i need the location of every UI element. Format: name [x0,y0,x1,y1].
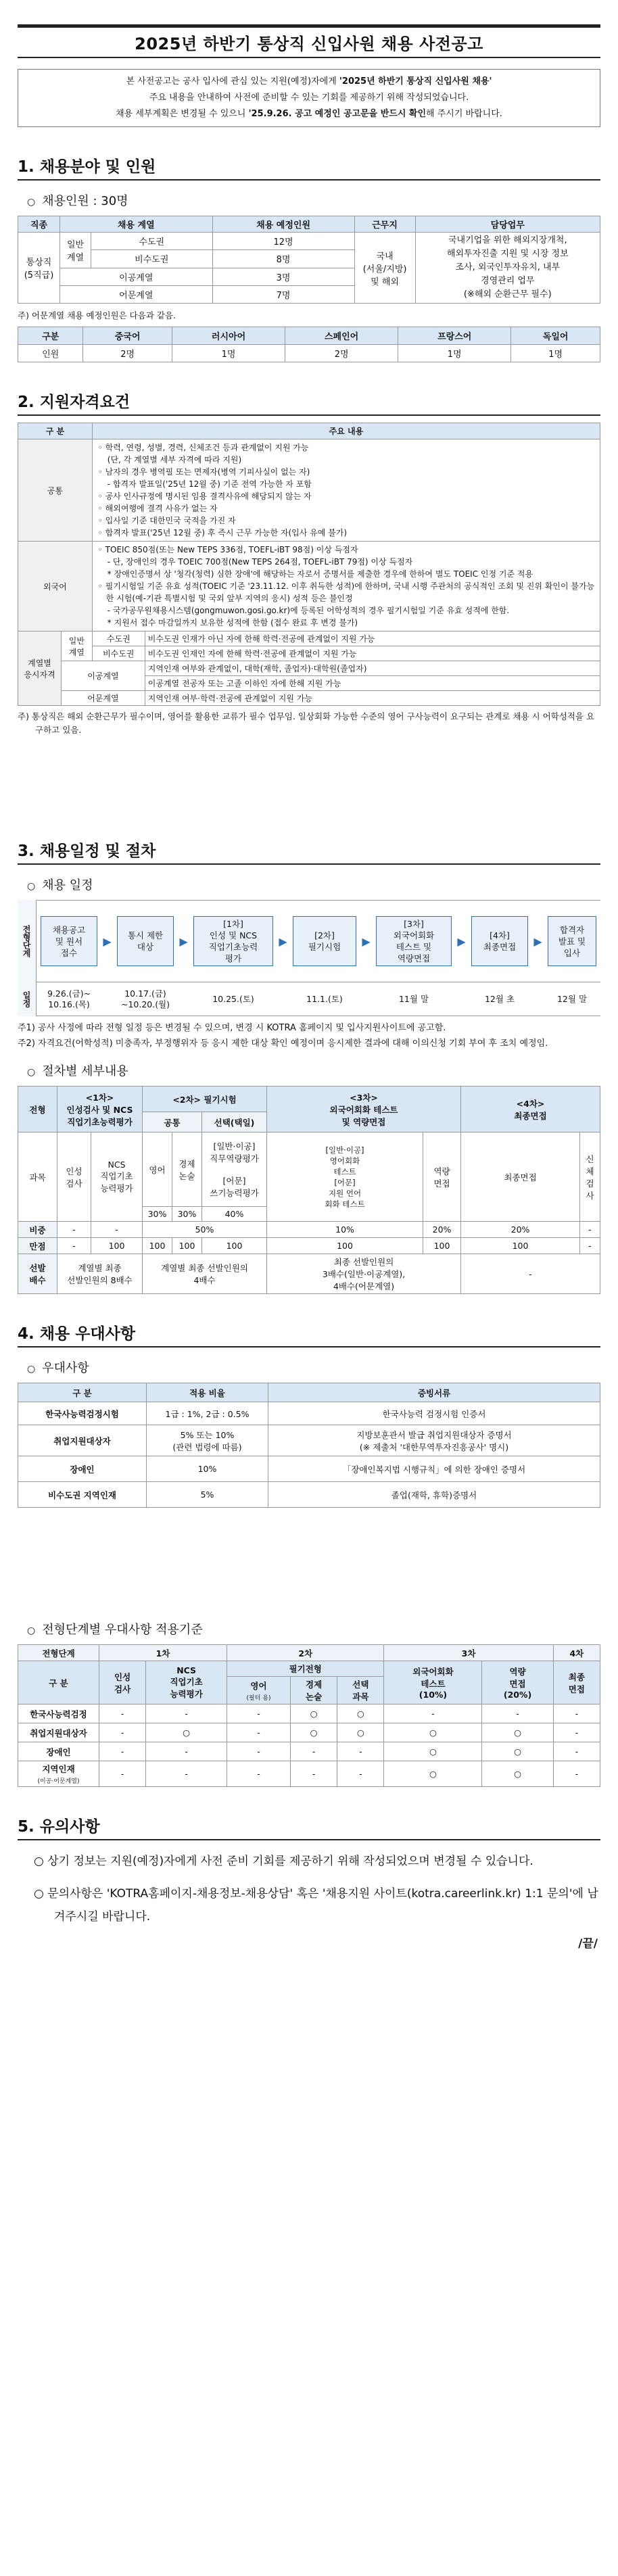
row-kind [18,1723,99,1742]
cell-track-desc: 이공계열 전공자 또는 고졸 이하인 자에 한해 지원 가능 [145,676,600,691]
cell-count: 12명 [212,233,354,250]
th-comp: 역량 면접 (20%) [482,1661,553,1704]
notice-paragraph-1: ○ 상기 정보는 지원(예정)자에게 사전 준비 기회를 제공하기 위해 작성되었으며 변경될 수 있습니다. [34,1855,533,1868]
cell-track-desc: 지역인재 여부·학력·전공에 관계없이 지원 가능 [145,691,600,706]
lang-list [92,542,600,631]
intro-box [18,69,600,127]
cell-sel4: - [461,1254,600,1294]
row-kind-subtext: (이공·어문계열) [37,1778,80,1785]
row-value: - [227,1761,291,1787]
qualification-line: ◦ 공사 인사규정에 명시된 임용 결격사유에 해당되지 않는 자 [97,492,312,501]
arrow-right-icon: ▶ [457,934,466,948]
flow-date: 12월 초 [484,993,515,1004]
row-value: - [146,1761,227,1787]
section4-sub2-text: 전형단계별 우대사항 적용기준 [42,1623,203,1637]
intro-line1-hl: '2025년 하반기 통상직 신입사원 채용' [339,76,492,87]
cell-pref-kind: 한국사능력검정시험 [18,1402,147,1425]
flow-step: [3차] 외국어회화 테스트 및 역량면접 [376,916,452,966]
th-stage4: <4차> 최종면접 [461,1087,600,1132]
th-written: 필기전형 [227,1661,384,1677]
qualification-line: ◦ TOEIC 850점(또는 New TEPS 336점, TOEFL-iBT 98점) 이상 득점자 [97,545,358,554]
section1-sub-text: 채용인원 : 30명 [42,194,128,208]
th-stage3: <3차> 외국어회화 테스트 및 역량면접 [267,1087,461,1132]
cell-score-label: 만점 [18,1238,57,1254]
row-value: - [146,1742,227,1761]
th-select: 선택 과목 [337,1677,384,1704]
th-kind: 구 분 [18,1661,99,1704]
section4-sub2 [27,1620,600,1638]
cell-jobtype: 통상직 (5직급) [18,233,60,304]
row-value: - [290,1742,337,1761]
cell-lang-label: 외국어 [18,542,93,631]
section1-heading: 1. 채용분야 및 인원 [18,154,600,181]
section1-sub [27,191,600,209]
cell-subject: 과목 [18,1132,57,1222]
row-value: ○ [337,1723,384,1742]
row-value: - [99,1742,146,1761]
cell-competency: 역량 면접 [423,1132,461,1222]
cell-score: 100 [461,1238,580,1254]
common-list [92,439,600,542]
th-lang: 독일어 [511,327,600,345]
flow-date: 12월 말 [556,993,588,1004]
table-row [18,1761,600,1787]
cell-pct: 40% [202,1207,267,1222]
cell-track-name: 수도권 [92,631,145,646]
cell-track-desc: 비수도권 인재인 자에 한해 학력·전공에 관계없이 지원 가능 [145,646,600,661]
qualification-line: * 장애인증명서 상 '청각(청력) 심한 장애'에 해당하는 자로서 증명서를 제출한 경우에 한하여 별도 TOEIC 인정 기준 적용 [107,569,533,579]
row-value: ○ [290,1704,337,1723]
qualification-line: * 지원서 접수 마감일까지 보유한 성적에 한함 (접수 완료 후 변경 불가) [107,618,358,627]
th-stage3: 3차 [384,1645,553,1661]
cell-weight: 10% [267,1222,423,1238]
th-count: 채용 예정인원 [212,216,354,233]
flow-date: 10.25.(토) [212,993,254,1004]
row-value: - [337,1761,384,1787]
cell-lang: 1명 [511,345,600,362]
th-stage2: 2차 [227,1645,384,1661]
schedule-flow [18,900,600,982]
arrow-right-icon: ▶ [103,934,112,948]
row-value: ○ [384,1723,482,1742]
cell-common-label: 공통 [18,439,93,542]
row-value: - [99,1704,146,1723]
cell-weight-label: 비중 [18,1222,57,1238]
cell-track-desc: 비수도권 인재가 아닌 자에 한해 학력·전공에 관계없이 지원 가능 [145,631,600,646]
section4-sub1-text: 우대사항 [42,1361,89,1375]
cell-score: 100 [143,1238,172,1254]
row-kind [18,1742,99,1761]
qualification-line: ◦ 합격자 발표('25년 12월 중) 후 즉시 근무 가능한 자(입사 유예 불가) [97,528,348,538]
section4-sub1 [27,1358,600,1376]
flow-date: 9.26.(금)~ 10.16.(목) [47,988,91,1009]
circle-bullet-icon: ○ [27,1364,36,1375]
cell-track-name: 어문계열 [62,691,145,706]
cell-oral: [일반·이공] 영어회화 테스트 [어문] 지원 언어 회화 테스트 [267,1132,423,1222]
preference-table [18,1383,600,1508]
row-value: - [553,1704,600,1723]
th-eng-text: 영어 [250,1680,267,1691]
section2-note: 주) 통상직은 해외 순환근무가 필수이며, 영어를 활용한 교류가 필수 업무임. 일상회화 가능한 수준의 영어 구사능력이 요구되는 관계로 채용 시 어학성적을 요구하고 있음. [18,711,595,735]
flow-step: [4차] 최종면접 [471,916,528,966]
cell-pref-doc: 한국사능력 검정시험 인증서 [268,1402,600,1425]
row-kind-text: 한국사능력검정 [30,1709,87,1719]
row-value: - [553,1723,600,1742]
cell-pref-kind: 장애인 [18,1456,147,1482]
cell-pct: 30% [143,1207,172,1222]
th-econ: 경제 논술 [290,1677,337,1704]
cell-count: 3명 [212,268,354,285]
th-stage4: 4차 [553,1645,600,1661]
row-value: - [384,1704,482,1723]
section5-heading: 5. 유의사항 [18,1814,600,1840]
cell-score: 100 [423,1238,461,1254]
cell-general: 일반 계열 [60,233,91,268]
cell-location: 국내 (서울/지방) 및 해외 [354,233,415,304]
cell-lang: 1명 [398,345,511,362]
row-value: - [227,1704,291,1723]
qualification-line: - 국가공무원채용시스템(gongmuwon.gosi.go.kr)에 등록된 어학성적의 경우 필기시험일 기준 유효 성적에 한함. [107,606,510,615]
dates-label: 일정 [18,982,37,1016]
flow-step: 통시 제한 대상 [117,916,174,966]
th-track: 채용 계열 [60,216,213,233]
section3-heading: 3. 채용일정 및 절차 [18,838,600,865]
cell-pref-doc: 지방보훈관서 발급 취업지원대상자 증명서 (※ 제출처 '대한무역투자진흥공사' 명시) [268,1425,600,1456]
qualification-line: ◦ 필기시험일 기준 유효 성적(TOEIC 기준 '23.11.12. 이후 취득한 성적)에 한하며, 국내 시행 주관처의 공식적인 조회 및 진위 확인이 불가능한 시험(예-기관 특별시험 및 국외 앞부 지역의 응시) 성적 등은 불인정 [97,581,595,603]
row-kind-text: 장애인 [46,1746,71,1757]
cell-track-general: 일반 계열 [62,631,93,661]
section3-sub1 [27,876,600,893]
schedule-dates [18,982,600,1016]
cell-track-label: 계열별 응시자격 [18,631,62,706]
cell-field: 비수도권 [91,250,213,268]
qualification-line: - 합격자 발표일('25년 12월 중) 기준 전역 가능한 자 포함 [107,479,312,489]
th-common: 공통 [143,1112,202,1132]
th-jobtype: 직종 [18,216,60,233]
cell-select-label: 선발 배수 [18,1254,57,1294]
th-content: 주요 내용 [92,423,600,439]
th-ncs: NCS 직업기초 능력평가 [146,1661,227,1704]
cell-pref-rate: 1급 : 1%, 2급 : 0.5% [147,1402,268,1425]
cell-english: 영어 [143,1132,172,1207]
cell-weight: - [57,1222,91,1238]
cell-weight: 50% [143,1222,267,1238]
section3-sub1-text: 채용 일정 [42,878,93,892]
cell-weight: 20% [423,1222,461,1238]
flow-date: 11.1.(토) [306,993,343,1004]
cell-lang: 1명 [172,345,285,362]
cell-sel2: 계열별 최종 선발인원의 4배수 [143,1254,267,1294]
th-location: 근무지 [354,216,415,233]
th-stage-kind: 전형단계 [18,1645,99,1661]
cell-sel3: 최종 선발인원의 3배수(일반·이공계열), 4배수(어문계열) [267,1254,461,1294]
qualification-line: - 단, 장애인의 경우 TOEIC 700점(New TEPS 264점, TOEFL-iBT 79점) 이상 득점자 [107,557,413,567]
cell-duty: 국내기업을 위한 해외지장개척, 해외투자진출 지원 및 시장 정보 조사, 외국인투자유치, 내부 경영관리 업무 (※해외 순환근무 필수) [415,233,600,304]
qualification-table [18,423,600,706]
flow-step: [1차] 인성 및 NCS 직업기초능력 평가 [193,916,273,966]
th-category: 구 분 [18,423,93,439]
row-value: - [482,1704,553,1723]
table-row [18,1704,600,1723]
section1-note: 주) 어문계열 채용 예정인원은 다음과 같음. [18,310,176,320]
row-value: - [99,1723,146,1742]
row-value: ○ [384,1761,482,1787]
cell-pref-kind: 비수도권 지역인재 [18,1482,147,1508]
arrow-right-icon: ▶ [279,934,287,948]
cell-score: - [580,1238,600,1254]
flow-step: 채용공고 및 원서 접수 [41,916,97,966]
cell-pref-rate: 5% [147,1482,268,1508]
intro-line1-pre: 본 사전공고는 공사 입사에 관심 있는 지원(예정)자에게 [126,76,339,87]
row-value: - [99,1761,146,1787]
section3-sub2 [27,1062,600,1079]
section3-sub2-text: 절차별 세부내용 [42,1064,128,1078]
row-value: ○ [384,1742,482,1761]
th-duty: 담당업무 [415,216,600,233]
section3-note1: 주1) 공사 사정에 따라 전형 일정 등은 변경될 수 있으며, 변경 시 KOTRA 홈페이지 및 입사지원사이트에 공고함. [18,1023,446,1033]
cell-personality: 인성 검사 [57,1132,91,1222]
qualification-line: ◦ 입사일 기준 대한민국 국적을 가진 자 [97,516,236,525]
th-lang: 중국어 [83,327,172,345]
th-stage1: 1차 [99,1645,227,1661]
row-value: ○ [290,1723,337,1742]
flow-step: [2차] 필기시험 [293,916,356,966]
th-lang: 러시아어 [172,327,285,345]
th-eng [227,1677,291,1704]
cell-score: 100 [172,1238,202,1254]
cell-count: 8명 [212,250,354,268]
row-value: ○ [482,1723,553,1742]
row-kind-text: 지역인재 [42,1764,75,1774]
th-stage1: <1차> 인성검사 및 NCS 직업기초능력평가 [57,1087,143,1132]
row-kind-text: 취업지원대상자 [30,1727,87,1738]
cell-pref-doc: 「장애인복지법 시행규칙」에 의한 장애인 증명서 [268,1456,600,1482]
th-final: 최종 면접 [553,1661,600,1704]
row-value: - [553,1742,600,1761]
row-value: ○ [482,1742,553,1761]
row-value: ○ [146,1723,227,1742]
cell-track-desc: 지역인재 여부와 관계없이, 대학(재학, 졸업자)·대학원(졸업자) [145,661,600,676]
end-mark: /끝/ [578,1937,598,1951]
cell-pref-rate: 10% [147,1456,268,1482]
th-pref: 적용 비율 [147,1383,268,1402]
cell-count: 7명 [212,285,354,303]
row-value: - [290,1761,337,1787]
th-oral: 외국어회화 테스트 (10%) [384,1661,482,1704]
cell-field: 이공계열 [60,268,213,285]
circle-bullet-icon: ○ [27,1067,36,1078]
row-kind [18,1704,99,1723]
cell-score: 100 [91,1238,143,1254]
arrow-right-icon: ▶ [362,934,371,948]
cell-final: 최종면접 [461,1132,580,1222]
cell-ncs: NCS 직업기초 능력평가 [91,1132,143,1222]
cell-pref-kind: 취업지원대상자 [18,1425,147,1456]
intro-line3-hl: '25.9.26. 공고 예정인 공고문을 반드시 확인 [248,109,427,119]
qualification-line: (단, 각 계열별 세부 자격에 따라 지원) [107,455,242,464]
cell-score: - [57,1238,91,1254]
cell-medical: 신 체 검 사 [580,1132,600,1222]
stage-preference-table [18,1644,600,1787]
arrow-right-icon: ▶ [179,934,188,948]
flow-date: 10.17.(금) ~10.20.(월) [120,988,170,1009]
row-value: - [146,1704,227,1723]
table-row [18,1723,600,1742]
cell-score: 100 [267,1238,423,1254]
title-box [18,24,600,58]
row-kind [18,1761,99,1787]
cell-field: 어문계열 [60,285,213,303]
page-title: 2025년 하반기 통상직 신입사원 채용 사전공고 [135,34,483,53]
intro-line3-pre: 채용 세부계획은 변경될 수 있으니 [116,109,249,119]
qualification-line: ◦ 해외여행에 결격 사유가 없는 자 [97,504,218,513]
circle-bullet-icon: ○ [27,1625,36,1636]
row-value: - [337,1742,384,1761]
th-pref: 증빙서류 [268,1383,600,1402]
cell-select: [일반·이공] 직무역량평가 [어문] 쓰기능력평가 [202,1132,267,1207]
cell-sel1: 계열별 최종 선발인원의 8배수 [57,1254,143,1294]
qualification-line: ◦ 학력, 연령, 성별, 경력, 신체조건 등과 관계없이 지원 가능 [97,443,309,452]
circle-bullet-icon: ○ [27,881,36,892]
cell-track-name: 비수도권 [92,646,145,661]
cell-weight: - [580,1222,600,1238]
cell-pct: 30% [172,1207,202,1222]
flow-date: 11월 말 [398,993,429,1004]
flow-label: 전형단계 [18,900,37,982]
cell-score: 100 [202,1238,267,1254]
section2-heading: 2. 지원자격요건 [18,389,600,416]
cell-pref-doc: 졸업(재학, 휴학)증명서 [268,1482,600,1508]
cell-lang: 2명 [285,345,398,362]
th-eng-small: (필터 용) [246,1694,271,1702]
th-lang: 프랑스어 [398,327,511,345]
qualification-line: ◦ 남자의 경우 병역필 또는 면제자(병역 기피사실이 없는 자) [97,467,310,477]
row-value: - [227,1723,291,1742]
intro-line2: 주요 내용을 안내하여 사전에 준비할 수 있는 기회를 제공하기 위해 작성되었습니다. [149,93,469,103]
row-value: ○ [482,1761,553,1787]
th-lang: 구분 [18,327,83,345]
th-pref: 구 분 [18,1383,147,1402]
notice-paragraph-2: ○ 문의사항은 'KOTRA홈페이지-채용정보-채용상담' 혹은 '채용지원 사이트(kotra.careerlink.kr) 1:1 문의'에 남겨주시길 바랍니다. [34,1887,598,1924]
language-table [18,327,600,362]
cell-pref-rate: 5% 또는 10% (관련 법령에 따름) [147,1425,268,1456]
th-lang: 스페인어 [285,327,398,345]
recruit-table [18,216,600,304]
cell-lang: 인원 [18,345,83,362]
th-stage2: <2차> 필기시험 [143,1087,267,1112]
cell-lang: 2명 [83,345,172,362]
arrow-right-icon: ▶ [533,934,542,948]
th-personality: 인성 검사 [99,1661,146,1704]
intro-line3-post: 해 주시기 바랍니다. [426,109,502,119]
procedure-table [18,1086,600,1294]
circle-bullet-icon: ○ [27,197,36,208]
table-row [18,1742,600,1761]
cell-track-name: 이공계열 [62,661,145,691]
cell-weight: 20% [461,1222,580,1238]
cell-field: 수도권 [91,233,213,250]
section4-heading: 4. 채용 우대사항 [18,1321,600,1347]
row-value: - [553,1761,600,1787]
row-value: - [227,1742,291,1761]
cell-econ: 경제 논술 [172,1132,202,1207]
th-stage: 전형 [18,1087,57,1132]
cell-weight: - [91,1222,143,1238]
section3-note2: 주2) 자격요건(어학성적) 미충족자, 부정행위자 등 응시 제한 대상 확인 예정이며 응시제한 결과에 대해 이의신청 기회 부여 후 조치 예정임. [18,1039,548,1049]
flow-step: 합격자 발표 및 입사 [548,916,596,966]
row-value: ○ [337,1704,384,1723]
th-select: 선택(택일) [202,1112,267,1132]
